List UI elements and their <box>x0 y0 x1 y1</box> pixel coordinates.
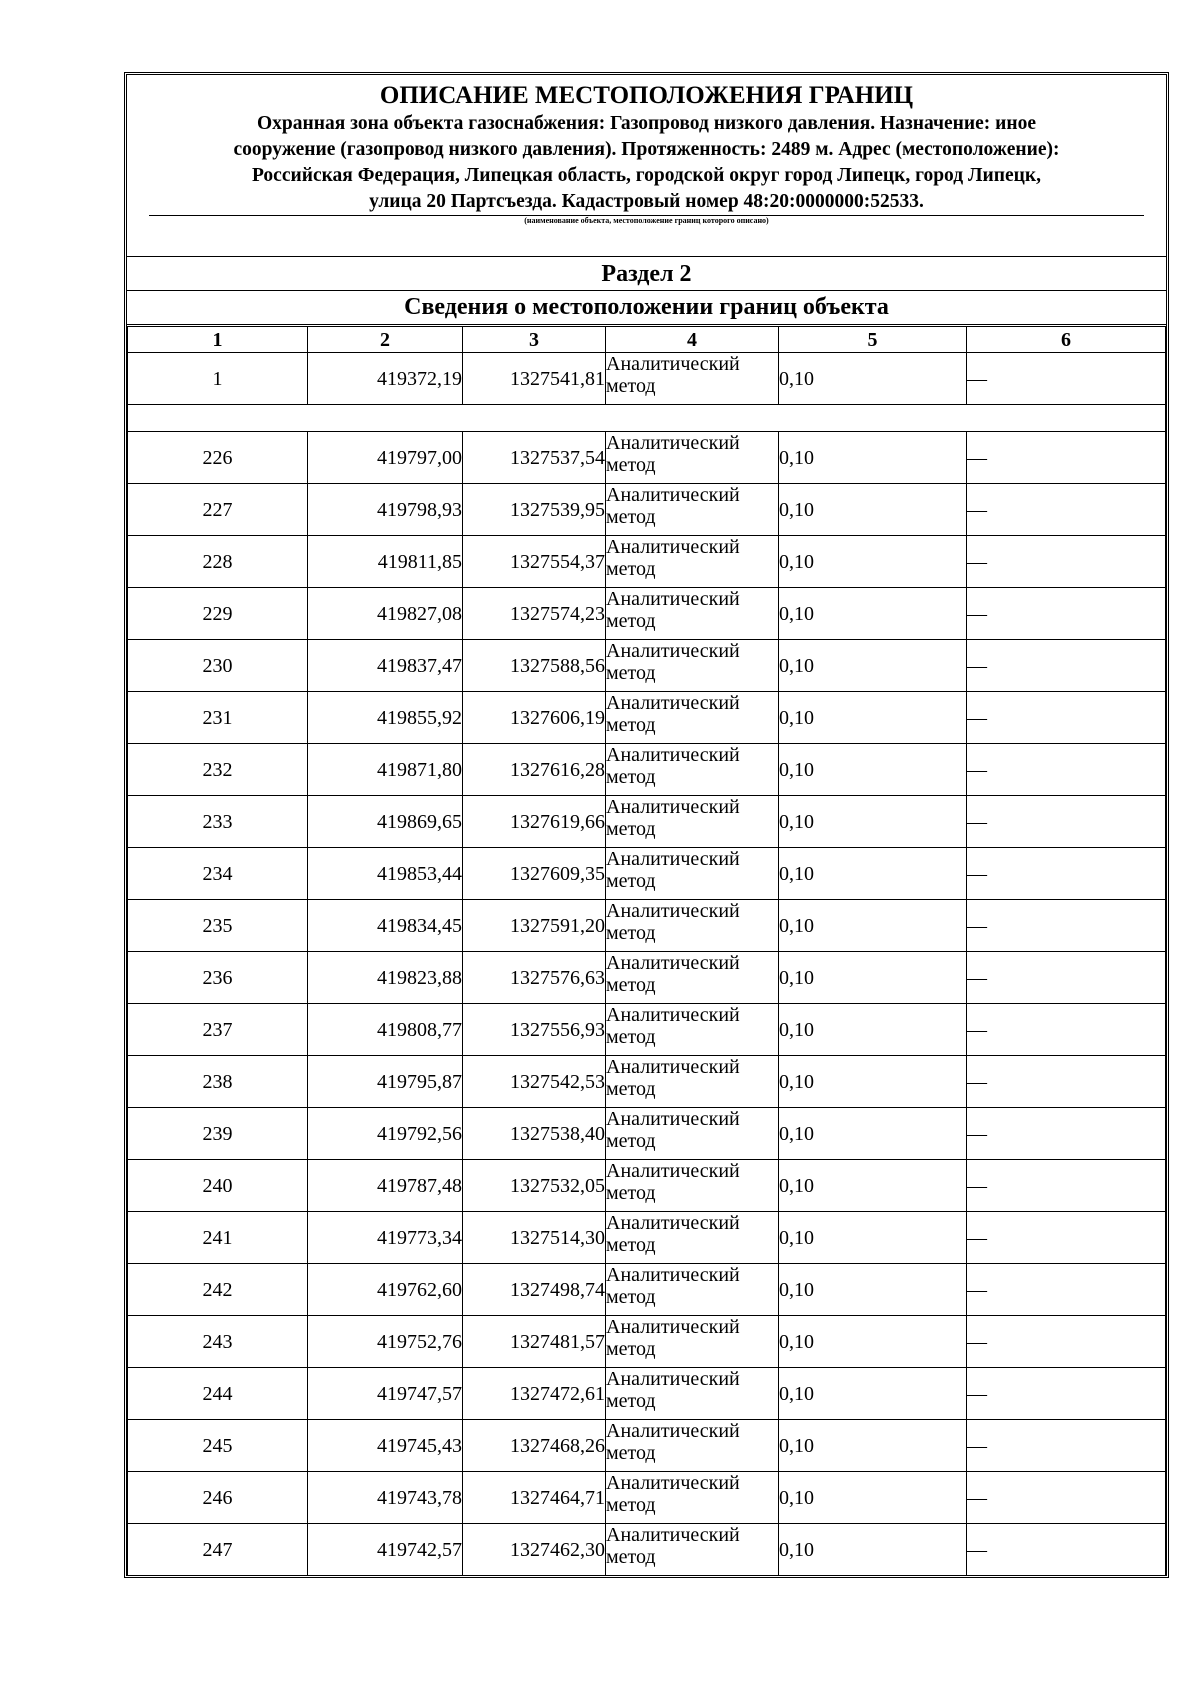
table-row <box>128 1004 1166 1056</box>
method-line: Аналитический <box>606 744 740 766</box>
point-number-cell: 240 <box>128 1160 308 1212</box>
y-coordinate-cell: 1327462,30 <box>463 1524 606 1576</box>
method-cell <box>606 1160 779 1212</box>
x-coordinate-cell: 419871,80 <box>308 744 463 796</box>
description-cell: — <box>967 796 1166 848</box>
method-cell <box>606 1056 779 1108</box>
method-line: Аналитический <box>606 692 740 714</box>
method-line: Аналитический <box>606 1420 740 1442</box>
coordinates-table <box>127 324 1166 1575</box>
method-cell <box>606 1420 779 1472</box>
method-line: метод <box>606 766 656 788</box>
x-coordinate-cell: 419811,85 <box>308 536 463 588</box>
description-cell: — <box>967 848 1166 900</box>
column-header: 6 <box>967 326 1166 353</box>
point-number-cell: 229 <box>128 588 308 640</box>
method-line: Аналитический <box>606 1108 740 1130</box>
table-row <box>128 1368 1166 1420</box>
table-row <box>128 1264 1166 1316</box>
point-number-cell: 241 <box>128 1212 308 1264</box>
method-line: Аналитический <box>606 1160 740 1182</box>
accuracy-cell: 0,10 <box>779 536 967 588</box>
header-spacer <box>135 226 1158 252</box>
point-number-cell: 234 <box>128 848 308 900</box>
accuracy-cell: 0,10 <box>779 1004 967 1056</box>
method-cell <box>606 640 779 692</box>
method-line: Аналитический <box>606 432 740 454</box>
y-coordinate-cell: 1327591,20 <box>463 900 606 952</box>
method-cell <box>606 796 779 848</box>
accuracy-cell: 0,10 <box>779 1316 967 1368</box>
object-description-line: Российская Федерация, Липецкая область, городской округ город Липецк, город Липецк, <box>252 165 1041 186</box>
method-cell <box>606 692 779 744</box>
object-caption: (наименование объекта, местоположение границ которого описано) <box>524 216 769 225</box>
method-line: метод <box>606 922 656 944</box>
section-name: Сведения о местоположении границ объекта <box>127 290 1166 324</box>
accuracy-cell: 0,10 <box>779 432 967 484</box>
document-frame <box>124 72 1169 1578</box>
y-coordinate-cell: 1327609,35 <box>463 848 606 900</box>
table-row <box>128 484 1166 536</box>
method-cell <box>606 432 779 484</box>
table-row <box>128 1212 1166 1264</box>
x-coordinate-cell: 419773,34 <box>308 1212 463 1264</box>
accuracy-cell: 0,10 <box>779 1056 967 1108</box>
description-cell: — <box>967 588 1166 640</box>
table-row <box>128 796 1166 848</box>
accuracy-cell: 0,10 <box>779 1212 967 1264</box>
description-cell: — <box>967 1264 1166 1316</box>
method-line: Аналитический <box>606 1212 740 1234</box>
table-row <box>128 1108 1166 1160</box>
method-line: Аналитический <box>606 1316 740 1338</box>
x-coordinate-cell: 419869,65 <box>308 796 463 848</box>
table-row <box>128 353 1166 405</box>
object-description <box>149 111 1144 216</box>
point-number-cell: 235 <box>128 900 308 952</box>
description-cell: — <box>967 1056 1166 1108</box>
section-number: Раздел 2 <box>127 256 1166 290</box>
method-cell <box>606 952 779 1004</box>
method-line: Аналитический <box>606 900 740 922</box>
method-cell <box>606 1524 779 1576</box>
column-header: 5 <box>779 326 967 353</box>
table-row <box>128 744 1166 796</box>
x-coordinate-cell: 419834,45 <box>308 900 463 952</box>
description-cell: — <box>967 640 1166 692</box>
x-coordinate-cell: 419808,77 <box>308 1004 463 1056</box>
accuracy-cell: 0,10 <box>779 1368 967 1420</box>
method-line: метод <box>606 375 656 397</box>
point-number-cell: 242 <box>128 1264 308 1316</box>
accuracy-cell: 0,10 <box>779 1420 967 1472</box>
method-cell <box>606 1472 779 1524</box>
table-row <box>128 848 1166 900</box>
description-cell: — <box>967 692 1166 744</box>
object-description-line: Охранная зона объекта газоснабжения: Газопровод низкого давления. Назначение: иное <box>257 113 1036 134</box>
y-coordinate-cell: 1327532,05 <box>463 1160 606 1212</box>
y-coordinate-cell: 1327541,81 <box>463 353 606 405</box>
coordinates-table-body <box>128 353 1166 1576</box>
method-line: метод <box>606 1442 656 1464</box>
point-number-cell: 231 <box>128 692 308 744</box>
point-number-cell: 232 <box>128 744 308 796</box>
description-cell: — <box>967 1004 1166 1056</box>
y-coordinate-cell: 1327538,40 <box>463 1108 606 1160</box>
column-header: 3 <box>463 326 606 353</box>
method-line: метод <box>606 610 656 632</box>
description-cell: — <box>967 1316 1166 1368</box>
y-coordinate-cell: 1327464,71 <box>463 1472 606 1524</box>
y-coordinate-cell: 1327539,95 <box>463 484 606 536</box>
method-cell <box>606 588 779 640</box>
x-coordinate-cell: 419743,78 <box>308 1472 463 1524</box>
method-line: Аналитический <box>606 796 740 818</box>
point-number-cell: 243 <box>128 1316 308 1368</box>
accuracy-cell: 0,10 <box>779 353 967 405</box>
method-line: метод <box>606 662 656 684</box>
table-row <box>128 952 1166 1004</box>
point-number-cell: 247 <box>128 1524 308 1576</box>
table-row <box>128 692 1166 744</box>
method-cell <box>606 744 779 796</box>
y-coordinate-cell: 1327588,56 <box>463 640 606 692</box>
accuracy-cell: 0,10 <box>779 1472 967 1524</box>
x-coordinate-cell: 419762,60 <box>308 1264 463 1316</box>
description-cell: — <box>967 353 1166 405</box>
method-line: Аналитический <box>606 848 740 870</box>
accuracy-cell: 0,10 <box>779 484 967 536</box>
column-header: 2 <box>308 326 463 353</box>
method-cell <box>606 848 779 900</box>
y-coordinate-cell: 1327576,63 <box>463 952 606 1004</box>
method-line: метод <box>606 1494 656 1516</box>
y-coordinate-cell: 1327498,74 <box>463 1264 606 1316</box>
description-cell: — <box>967 1420 1166 1472</box>
method-line: метод <box>606 1130 656 1152</box>
method-cell <box>606 1368 779 1420</box>
method-line: Аналитический <box>606 484 740 506</box>
accuracy-cell: 0,10 <box>779 1160 967 1212</box>
x-coordinate-cell: 419798,93 <box>308 484 463 536</box>
x-coordinate-cell: 419372,19 <box>308 353 463 405</box>
x-coordinate-cell: 419827,08 <box>308 588 463 640</box>
table-row <box>128 588 1166 640</box>
method-line: Аналитический <box>606 952 740 974</box>
point-number-cell: 244 <box>128 1368 308 1420</box>
accuracy-cell: 0,10 <box>779 640 967 692</box>
method-line: Аналитический <box>606 588 740 610</box>
method-cell <box>606 900 779 952</box>
table-row <box>128 1160 1166 1212</box>
method-line: метод <box>606 558 656 580</box>
table-row <box>128 432 1166 484</box>
method-line: метод <box>606 1338 656 1360</box>
description-cell: — <box>967 1160 1166 1212</box>
table-row <box>128 1524 1166 1576</box>
table-row <box>128 640 1166 692</box>
y-coordinate-cell: 1327619,66 <box>463 796 606 848</box>
method-line: метод <box>606 1390 656 1412</box>
y-coordinate-cell: 1327616,28 <box>463 744 606 796</box>
accuracy-cell: 0,10 <box>779 848 967 900</box>
point-number-cell: 233 <box>128 796 308 848</box>
method-line: Аналитический <box>606 353 740 375</box>
description-cell: — <box>967 536 1166 588</box>
method-line: метод <box>606 974 656 996</box>
x-coordinate-cell: 419837,47 <box>308 640 463 692</box>
table-row <box>128 536 1166 588</box>
method-line: метод <box>606 1182 656 1204</box>
description-cell: — <box>967 1108 1166 1160</box>
method-line: метод <box>606 1286 656 1308</box>
method-cell <box>606 1264 779 1316</box>
accuracy-cell: 0,10 <box>779 692 967 744</box>
y-coordinate-cell: 1327542,53 <box>463 1056 606 1108</box>
column-header: 1 <box>128 326 308 353</box>
description-cell: — <box>967 900 1166 952</box>
method-line: Аналитический <box>606 1368 740 1390</box>
table-header-row <box>128 326 1166 353</box>
point-number-cell: 236 <box>128 952 308 1004</box>
x-coordinate-cell: 419823,88 <box>308 952 463 1004</box>
table-row <box>128 1056 1166 1108</box>
method-cell <box>606 1316 779 1368</box>
method-line: метод <box>606 1078 656 1100</box>
table-row <box>128 1472 1166 1524</box>
document-header <box>127 75 1166 256</box>
method-line: метод <box>606 1546 656 1568</box>
method-cell <box>606 1108 779 1160</box>
point-number-cell: 228 <box>128 536 308 588</box>
x-coordinate-cell: 419797,00 <box>308 432 463 484</box>
point-number-cell: 246 <box>128 1472 308 1524</box>
column-header: 4 <box>606 326 779 353</box>
document-title: ОПИСАНИЕ МЕСТОПОЛОЖЕНИЯ ГРАНИЦ <box>379 82 914 109</box>
point-number-cell: 1 <box>128 353 308 405</box>
x-coordinate-cell: 419752,76 <box>308 1316 463 1368</box>
method-line: метод <box>606 454 656 476</box>
description-cell: — <box>967 1212 1166 1264</box>
y-coordinate-cell: 1327606,19 <box>463 692 606 744</box>
table-row <box>128 1420 1166 1472</box>
description-cell: — <box>967 1472 1166 1524</box>
method-line: метод <box>606 506 656 528</box>
gap-cell <box>128 405 1166 432</box>
description-cell: — <box>967 744 1166 796</box>
point-number-cell: 239 <box>128 1108 308 1160</box>
y-coordinate-cell: 1327468,26 <box>463 1420 606 1472</box>
point-number-cell: 237 <box>128 1004 308 1056</box>
method-line: Аналитический <box>606 640 740 662</box>
y-coordinate-cell: 1327514,30 <box>463 1212 606 1264</box>
x-coordinate-cell: 419747,57 <box>308 1368 463 1420</box>
method-line: метод <box>606 818 656 840</box>
point-number-cell: 230 <box>128 640 308 692</box>
x-coordinate-cell: 419745,43 <box>308 1420 463 1472</box>
accuracy-cell: 0,10 <box>779 744 967 796</box>
accuracy-cell: 0,10 <box>779 588 967 640</box>
y-coordinate-cell: 1327537,54 <box>463 432 606 484</box>
method-cell <box>606 1004 779 1056</box>
method-line: Аналитический <box>606 1004 740 1026</box>
accuracy-cell: 0,10 <box>779 796 967 848</box>
method-line: метод <box>606 1026 656 1048</box>
y-coordinate-cell: 1327472,61 <box>463 1368 606 1420</box>
x-coordinate-cell: 419855,92 <box>308 692 463 744</box>
accuracy-cell: 0,10 <box>779 1264 967 1316</box>
table-row <box>128 1316 1166 1368</box>
accuracy-cell: 0,10 <box>779 1108 967 1160</box>
accuracy-cell: 0,10 <box>779 900 967 952</box>
description-cell: — <box>967 952 1166 1004</box>
accuracy-cell: 0,10 <box>779 952 967 1004</box>
method-cell <box>606 1212 779 1264</box>
description-cell: — <box>967 1368 1166 1420</box>
point-number-cell: 245 <box>128 1420 308 1472</box>
method-line: метод <box>606 1234 656 1256</box>
description-cell: — <box>967 484 1166 536</box>
method-line: метод <box>606 714 656 736</box>
accuracy-cell: 0,10 <box>779 1524 967 1576</box>
description-cell: — <box>967 1524 1166 1576</box>
method-line: Аналитический <box>606 1264 740 1286</box>
table-row <box>128 900 1166 952</box>
x-coordinate-cell: 419853,44 <box>308 848 463 900</box>
y-coordinate-cell: 1327556,93 <box>463 1004 606 1056</box>
object-description-line: сооружение (газопровод низкого давления). Протяженность: 2489 м. Адрес (местоположение): <box>233 139 1060 160</box>
x-coordinate-cell: 419792,56 <box>308 1108 463 1160</box>
y-coordinate-cell: 1327554,37 <box>463 536 606 588</box>
x-coordinate-cell: 419787,48 <box>308 1160 463 1212</box>
method-line: Аналитический <box>606 1472 740 1494</box>
y-coordinate-cell: 1327574,23 <box>463 588 606 640</box>
method-cell <box>606 536 779 588</box>
point-number-cell: 238 <box>128 1056 308 1108</box>
point-number-cell: 226 <box>128 432 308 484</box>
x-coordinate-cell: 419795,87 <box>308 1056 463 1108</box>
method-line: метод <box>606 870 656 892</box>
method-line: Аналитический <box>606 1056 740 1078</box>
table-gap-row <box>128 405 1166 432</box>
method-cell <box>606 353 779 405</box>
method-cell <box>606 484 779 536</box>
description-cell: — <box>967 432 1166 484</box>
point-number-cell: 227 <box>128 484 308 536</box>
x-coordinate-cell: 419742,57 <box>308 1524 463 1576</box>
object-description-line: улица 20 Партсъезда. Кадастровый номер 48:20:0000000:52533. <box>369 191 924 212</box>
y-coordinate-cell: 1327481,57 <box>463 1316 606 1368</box>
method-line: Аналитический <box>606 1524 740 1546</box>
method-line: Аналитический <box>606 536 740 558</box>
